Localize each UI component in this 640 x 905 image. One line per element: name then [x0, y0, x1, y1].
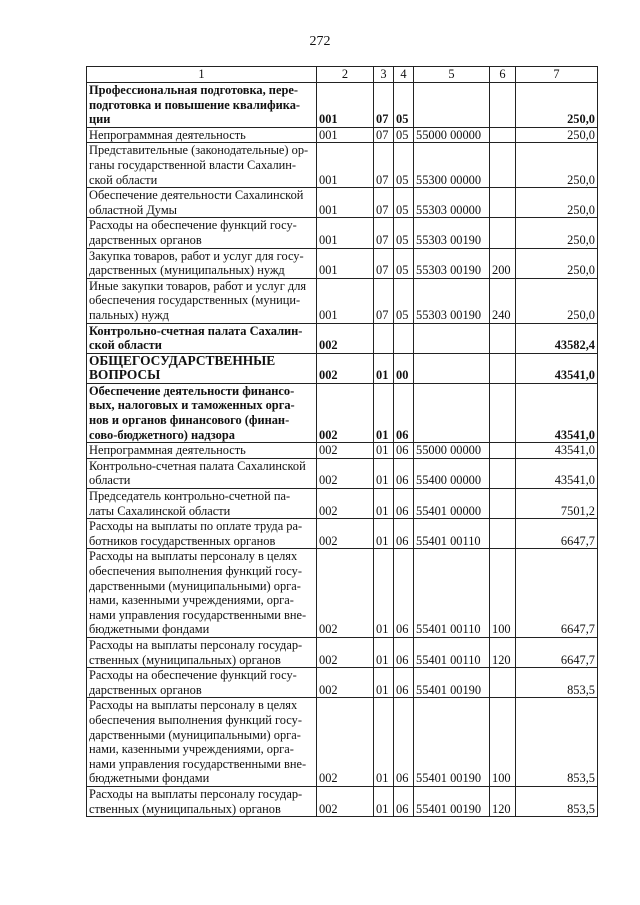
subsection-code: 06 — [394, 489, 414, 519]
row-name: Представительные (законодательные) ор- ганы государственной власти Сахалин- ской области — [87, 143, 317, 188]
amount: 6647,7 — [516, 519, 598, 549]
col-header-6: 6 — [490, 67, 516, 83]
ministry-code: 001 — [317, 218, 374, 248]
subsection-code: 00 — [394, 353, 414, 383]
amount: 7501,2 — [516, 489, 598, 519]
budget-table — [86, 66, 598, 817]
row-name: Расходы на обеспечение функций госу- дарственных органов — [87, 218, 317, 248]
row-name: Расходы на выплаты персоналу в целях обеспечения выполнения функций госу- дарственными (муниципальными) орга- нами, казенными учреждениями, орга- нами управления государственными вне- бюджетными фондами — [87, 549, 317, 638]
ministry-code: 002 — [317, 519, 374, 549]
amount: 250,0 — [516, 218, 598, 248]
section-code: 07 — [374, 143, 394, 188]
row-name: Расходы на выплаты персоналу в целях обеспечения выполнения функций госу- дарственными (муниципальными) орга- нами, казенными учреждениями, орга- нами управления государственными вне- бюджетными фондами — [87, 698, 317, 787]
section-code: 01 — [374, 489, 394, 519]
page-number: 272 — [309, 34, 331, 49]
expense-type: 100 — [490, 549, 516, 638]
table-row — [87, 458, 598, 488]
row-name: Расходы на выплаты персоналу государ- ственных (муниципальных) органов — [87, 786, 317, 816]
target-article: 55400 00000 — [414, 458, 490, 488]
ministry-code: 002 — [317, 489, 374, 519]
section-code — [374, 323, 394, 353]
table-row — [87, 549, 598, 638]
expense-type — [490, 383, 516, 442]
amount: 43541,0 — [516, 353, 598, 383]
target-article: 55401 00190 — [414, 668, 490, 698]
table-row — [87, 248, 598, 278]
expense-type — [490, 489, 516, 519]
section-code: 07 — [374, 248, 394, 278]
subsection-code: 05 — [394, 188, 414, 218]
target-article: 55000 00000 — [414, 127, 490, 143]
ministry-code: 001 — [317, 143, 374, 188]
expense-type — [490, 668, 516, 698]
col-header-5: 5 — [414, 67, 490, 83]
target-article: 55401 00000 — [414, 489, 490, 519]
target-article: 55401 00110 — [414, 519, 490, 549]
table-row — [87, 143, 598, 188]
target-article: 55401 00110 — [414, 637, 490, 667]
subsection-code: 05 — [394, 127, 414, 143]
amount: 250,0 — [516, 83, 598, 128]
ministry-code: 001 — [317, 83, 374, 128]
section-code: 01 — [374, 353, 394, 383]
expense-type: 100 — [490, 698, 516, 787]
row-name: Обеспечение деятельности финансо- вых, налоговых и таможенных орга- нов и органов финансового (финан- сово-бюджетного) надзора — [87, 383, 317, 442]
row-name: Контрольно-счетная палата Сахалин- ской области — [87, 323, 317, 353]
table-row — [87, 637, 598, 667]
ministry-code: 002 — [317, 458, 374, 488]
section-code: 01 — [374, 383, 394, 442]
section-code: 01 — [374, 637, 394, 667]
amount: 43541,0 — [516, 383, 598, 442]
col-header-3: 3 — [374, 67, 394, 83]
amount: 250,0 — [516, 188, 598, 218]
expense-type: 200 — [490, 248, 516, 278]
table-row — [87, 83, 598, 128]
subsection-code: 06 — [394, 668, 414, 698]
amount: 250,0 — [516, 278, 598, 323]
ministry-code: 001 — [317, 188, 374, 218]
subsection-code: 06 — [394, 637, 414, 667]
amount: 43541,0 — [516, 443, 598, 459]
ministry-code: 002 — [317, 323, 374, 353]
subsection-code: 06 — [394, 443, 414, 459]
amount: 250,0 — [516, 248, 598, 278]
section-code: 01 — [374, 458, 394, 488]
expense-type — [490, 218, 516, 248]
subsection-code: 06 — [394, 519, 414, 549]
ministry-code: 001 — [317, 127, 374, 143]
subsection-code: 06 — [394, 458, 414, 488]
row-name: Закупка товаров, работ и услуг для госу- дарственных (муниципальных) нужд — [87, 248, 317, 278]
expense-type — [490, 188, 516, 218]
row-name: Непрограммная деятельность — [87, 127, 317, 143]
amount: 250,0 — [516, 127, 598, 143]
table-row — [87, 443, 598, 459]
amount: 43541,0 — [516, 458, 598, 488]
amount: 853,5 — [516, 698, 598, 787]
row-name: Расходы на обеспечение функций госу- дарственных органов — [87, 668, 317, 698]
target-article: 55303 00000 — [414, 188, 490, 218]
col-header-7: 7 — [516, 67, 598, 83]
table-row — [87, 323, 598, 353]
row-name: Контрольно-счетная палата Сахалинской области — [87, 458, 317, 488]
target-article — [414, 83, 490, 128]
header-row — [87, 67, 598, 83]
section-code: 07 — [374, 83, 394, 128]
ministry-code: 002 — [317, 698, 374, 787]
ministry-code: 002 — [317, 353, 374, 383]
target-article — [414, 353, 490, 383]
row-name: Иные закупки товаров, работ и услуг для обеспечения государственных (муници- пальных) нужд — [87, 278, 317, 323]
target-article: 55303 00190 — [414, 248, 490, 278]
ministry-code: 002 — [317, 549, 374, 638]
table-row — [87, 353, 598, 383]
section-code: 07 — [374, 218, 394, 248]
amount: 853,5 — [516, 786, 598, 816]
section-code: 01 — [374, 549, 394, 638]
ministry-code: 001 — [317, 248, 374, 278]
table-row — [87, 383, 598, 442]
expense-type — [490, 143, 516, 188]
row-name: Расходы на выплаты персоналу государ- ственных (муниципальных) органов — [87, 637, 317, 667]
target-article: 55401 00190 — [414, 698, 490, 787]
amount: 250,0 — [516, 143, 598, 188]
subsection-code: 05 — [394, 218, 414, 248]
section-code: 01 — [374, 786, 394, 816]
subsection-code: 06 — [394, 698, 414, 787]
row-name: Председатель контрольно-счетной па- латы Сахалинской области — [87, 489, 317, 519]
expense-type — [490, 519, 516, 549]
expense-type — [490, 353, 516, 383]
amount: 6647,7 — [516, 549, 598, 638]
ministry-code: 002 — [317, 443, 374, 459]
subsection-code: 05 — [394, 278, 414, 323]
ministry-code: 002 — [317, 383, 374, 442]
amount: 6647,7 — [516, 637, 598, 667]
col-header-1: 1 — [87, 67, 317, 83]
target-article: 55401 00190 — [414, 786, 490, 816]
ministry-code: 001 — [317, 278, 374, 323]
expense-type — [490, 458, 516, 488]
expense-type — [490, 127, 516, 143]
table-row — [87, 218, 598, 248]
expense-type: 120 — [490, 786, 516, 816]
row-name: Профессиональная подготовка, пере- подготовка и повышение квалифика- ции — [87, 83, 317, 128]
row-name: ОБЩЕГОСУДАРСТВЕННЫЕ ВОПРОСЫ — [87, 353, 317, 383]
table-row — [87, 519, 598, 549]
subsection-code: 06 — [394, 549, 414, 638]
section-code: 07 — [374, 127, 394, 143]
table-row — [87, 489, 598, 519]
amount: 43582,4 — [516, 323, 598, 353]
target-article: 55300 00000 — [414, 143, 490, 188]
expense-type — [490, 83, 516, 128]
table-row — [87, 786, 598, 816]
ministry-code: 002 — [317, 786, 374, 816]
expense-type — [490, 323, 516, 353]
subsection-code: 06 — [394, 786, 414, 816]
section-code: 07 — [374, 278, 394, 323]
target-article: 55303 00190 — [414, 218, 490, 248]
col-header-2: 2 — [317, 67, 374, 83]
target-article: 55303 00190 — [414, 278, 490, 323]
subsection-code: 05 — [394, 83, 414, 128]
table-row — [87, 188, 598, 218]
row-name: Расходы на выплаты по оплате труда ра- ботников государственных органов — [87, 519, 317, 549]
target-article — [414, 323, 490, 353]
section-code: 01 — [374, 668, 394, 698]
ministry-code: 002 — [317, 668, 374, 698]
target-article: 55000 00000 — [414, 443, 490, 459]
table-row — [87, 127, 598, 143]
section-code: 01 — [374, 519, 394, 549]
subsection-code: 05 — [394, 143, 414, 188]
row-name: Обеспечение деятельности Сахалинской областной Думы — [87, 188, 317, 218]
subsection-code: 05 — [394, 248, 414, 278]
ministry-code: 002 — [317, 637, 374, 667]
table-row — [87, 668, 598, 698]
expense-type: 120 — [490, 637, 516, 667]
amount: 853,5 — [516, 668, 598, 698]
section-code: 01 — [374, 443, 394, 459]
subsection-code — [394, 323, 414, 353]
expense-type — [490, 443, 516, 459]
target-article — [414, 383, 490, 442]
section-code: 07 — [374, 188, 394, 218]
table-row — [87, 698, 598, 787]
row-name: Непрограммная деятельность — [87, 443, 317, 459]
section-code: 01 — [374, 698, 394, 787]
subsection-code: 06 — [394, 383, 414, 442]
expense-type: 240 — [490, 278, 516, 323]
col-header-4: 4 — [394, 67, 414, 83]
target-article: 55401 00110 — [414, 549, 490, 638]
table-row — [87, 278, 598, 323]
